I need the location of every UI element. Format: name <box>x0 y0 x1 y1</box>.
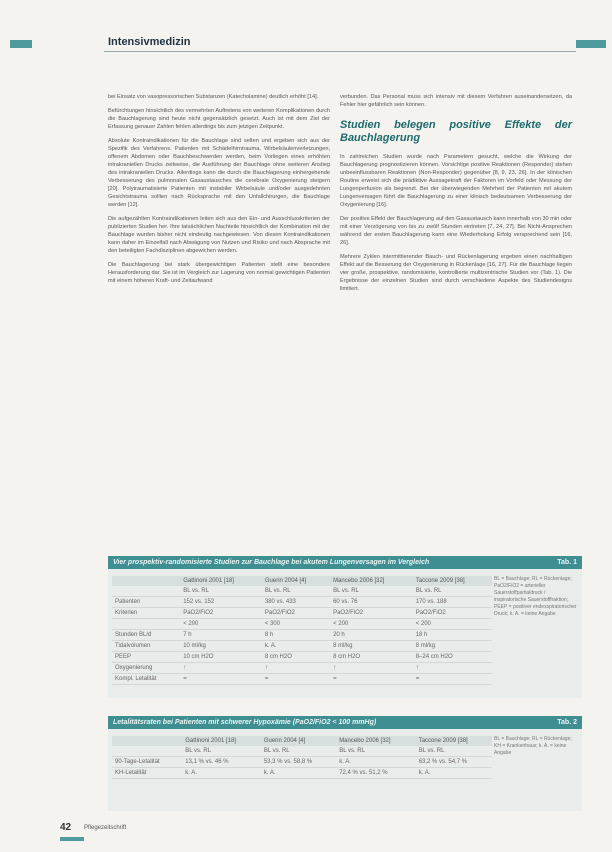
table-title: Letalitätsraten bei Patienten mit schwerer Hypoxämie (PaO2/FiO2 < 100 mmHg) Tab. 2 <box>108 716 582 729</box>
table-2 <box>108 716 582 811</box>
table-1 <box>108 556 582 698</box>
page-number: 42 <box>60 822 72 833</box>
table-note: BL = Bauchlage; RL = Rückenlage; KH = Krankenhaus; k. A. = keine Angabe <box>494 736 572 756</box>
paragraph: In zahlreichen Studien wurde nach Parametern gesucht, welche die Wirkung der Bauchlagerung prognostizieren können. Vorsichtige positive Reaktionen (Responder) stehen unbeeinflussbaren Reaktionen (Non-Responder) gegenüber [8, 9, 23, 26]. In der klinischen Routine erweist sich die prädiktive Aussagekraft der Faktoren im Vorfeld oder Messung der Lungenperfusion als begrenzt. Bei der überwiegenden Mehrheit der Patienten mit akutem Lungenversagen führt die Bauchlagerung zu einer klinisch bedeutsamen Verbesserung der Oxygenierung [16]. <box>340 154 572 208</box>
study-table: Gattinoni 2001 [18] Guerin 2004 [4] Mancebo 2006 [32] Taccone 2009 [38] BL vs. RL BL vs. RL BL vs. RL BL vs. RL Patienten 152 vs. 152 380 vs. 433 60 vs. 76 170 vs. 188 Kriterien PaO2/FiO2 PaO2/FiO2 PaO2/FiO2 PaO2/FiO2 < 200 < 300 < 200 < 200 Stunden BL/d 7 h 8 h 20 h 18 h Tidalvolumen 10 ml/kg k. A. 8 ml/kg 8 ml/kg PEEP 10 cm H2O 8 cm H2O 8 cm H2O 8–24 cm H2O Oxygenierung ↑ ↑ ↑ ↑ Kompl. Letalität = = = = <box>112 576 492 685</box>
left-column <box>108 93 330 291</box>
paragraph: bei Einsatz von vasopressorischen Substanzen (Katecholamine) deutlich erhöht [14]. <box>108 94 319 100</box>
paragraph: Mehrere Zyklen intermittierender Bauch- und Rückenlagerung ergeben einen nachhaltigen Effekt auf die Besserung der Oxygenierung in Rückenlage [16, 27]. Für die Bauchlage liegen vier große, prospektive, randomisierte, kontrollierte multizentrische Studien vor (Tab. 1). Die Ergebnisse der einzelnen Studien sind durch verschiedene Aspekte des Studiendesigns limitiert. <box>340 254 572 292</box>
section-title: Intensivmedizin <box>108 36 191 48</box>
letality-table: Gattinoni 2001 [18] Guerin 2004 [4] Mancebo 2006 [32] Taccone 2009 [38] BL vs. RL BL vs. RL BL vs. RL BL vs. RL 90-Tage-Letalität 13,1 % vs. 46 % 53,3 % vs. 58,8 % k. A. 63,2 % vs. 54,7 % KH-Letalität k. A. k. A. 72,4 % vs. 51,2 % k. A. <box>112 736 492 779</box>
page-marker-right <box>576 40 606 48</box>
header-rule <box>104 51 576 52</box>
paragraph: Die Bauchlagerung bei stark übergewichtigen Patienten stellt eine besondere Herausforderung dar. Sie ist im Vergleich zur Lagerung von normal gewichtigen Patienten mit einem höheren Kraft- und Zeitaufwand <box>108 262 330 284</box>
right-column <box>340 93 572 299</box>
table-note: BL = Bauchlage; RL = Rückenlage; PaO2/FiO2 = arterieller Sauerstoffpartialdruck / inspiratorische Sauerstofffraktion; PEEP = positiver endexspiratorischer Druck; k. A. = keine Angabe <box>494 576 577 617</box>
page-marker-left <box>10 40 32 48</box>
paragraph: Der positive Effekt der Bauchlagerung auf den Gasaustausch kann innerhalb von 30 min oder mit einer Verzögerung von bis zu zwölf Stunden eintreten [7, 24, 27]. Bei Nicht-Ansprechen während der ersten Bauchlagerung kann eine Wiederholung Erfolg versprechend sein [16, 26]. <box>340 216 572 246</box>
paragraph: verbunden. Das Personal muss sich intensiv mit diesem Verfahren auseinandersetzen, da Fehler hier gefährlich sein können. <box>340 94 572 108</box>
table-title: Vier prospektiv-randomisierte Studien zur Bauchlage bei akutem Lungenversagen im Vergleich Tab. 1 <box>108 556 582 569</box>
journal-name: Pflegezeitschrift <box>84 825 127 831</box>
paragraph: Befürchtungen hinsichtlich des vermehrten Auftretens von weiteren Komplikationen durch die Bauchlagerung sind heute nicht gegensätzlich gesetzt. Auch ist mit dem Ziel der Erfassung genauer Zahlen fehlen allerdings bis zum jetzigen Zeitpunkt. <box>108 108 330 130</box>
paragraph: Absolute Kontraindikationen für die Bauchlage sind selten und ergeben sich aus der Spezifik des Verfahrens. Patienten mit Schädelhirntrauma, Wirbelsäulenverletzungen, offenem Abdomen oder Bauchbeschwerden werden, beim Vorliegen eines erhöhten intrakraniellen Drucks zeitweise, die Ausführung der Bauchlage ohne weiteren Anstieg des intrakraniellen Drucks. Allerdings kann die durch die Bauchlagerung einhergehende Verbesserung des pulmonalen Gasaustausches die cerebrale Oxygenierung steigern [20]. Polytraumatisierte Patienten mit instabiler Wirbelsäule und/oder ausgedehnten Gesichtstrauma sollten nach Rücksprache mit den Unfallchirurgen, die Bauchlage werden [12]. <box>108 138 330 208</box>
paragraph: Die aufgezählten Kontraindikationen leiten sich aus den Ein- und Ausschlusskriterien der publizierten Studien her. Ihre tatsächlichen Nachteile hinsichtlich der Kombination mit der Bauchlage wurden bisher nicht eindeutig nachgewiesen. Von diesen Kontraindikationen kann daher im Einzelfall nach Abwägung von Nutzen und Risiko und nach Absprache mit den beteiligten Fachdisziplinen abgewichen werden. <box>108 216 330 254</box>
footer-marker <box>60 837 84 841</box>
subheading: Studien belegen positive Effekte der Bauchlagerung <box>340 119 572 144</box>
